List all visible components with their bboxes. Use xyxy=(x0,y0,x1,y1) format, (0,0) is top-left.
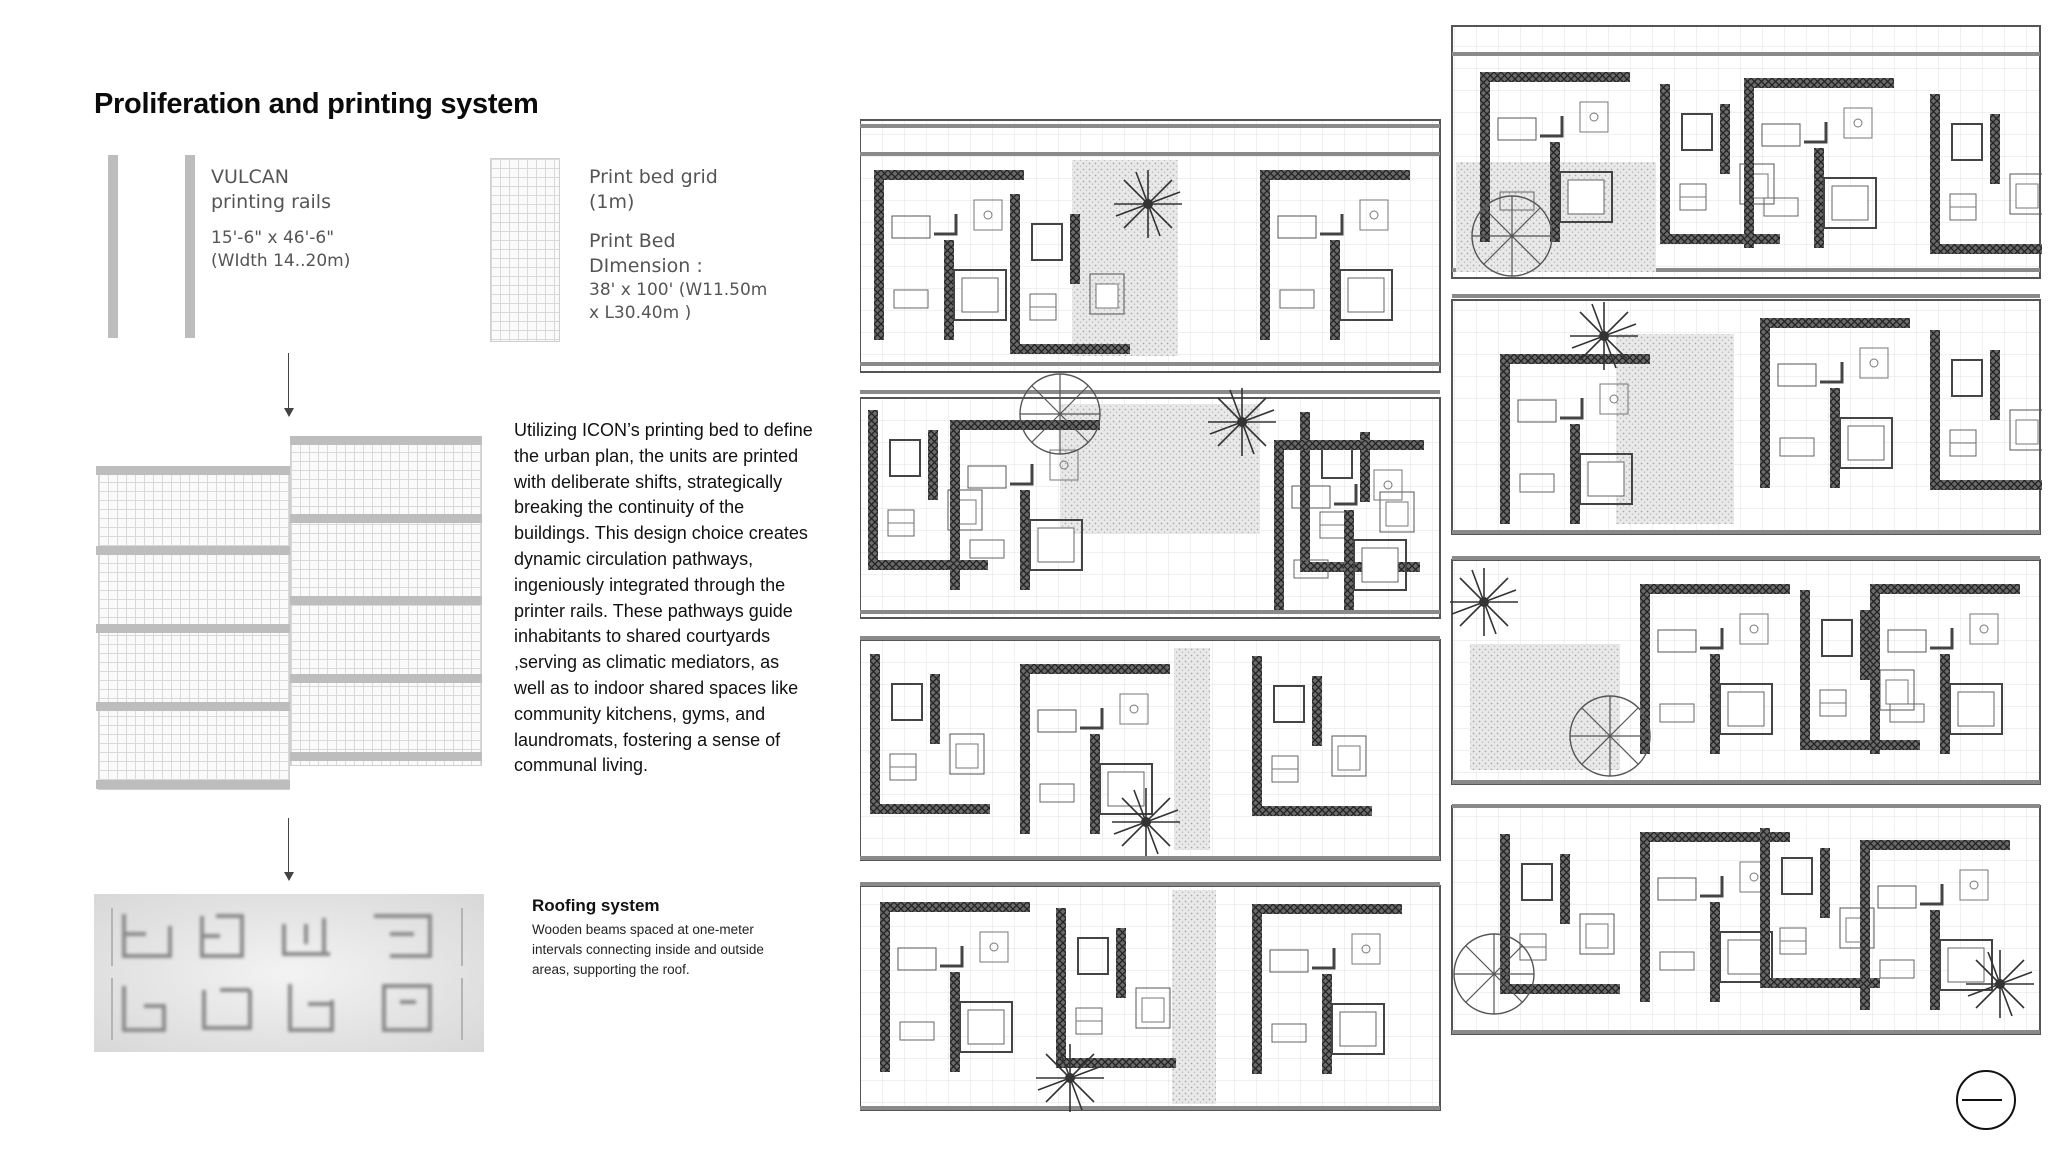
rail-right-3 xyxy=(290,596,482,605)
arrow-down-icon xyxy=(284,872,294,881)
rails-legend xyxy=(211,165,441,273)
bed-dim-1: 38' x 100' (W11.50m xyxy=(589,280,768,300)
bed-heading-2: DImension : xyxy=(589,255,703,277)
rail-left-4 xyxy=(96,702,290,711)
shifted-print-beds-diagram xyxy=(96,434,486,794)
rails-dim-1: 15'-6" x 46'-6" xyxy=(211,228,335,248)
roofing-render xyxy=(94,894,484,1052)
rail-right-1 xyxy=(290,436,482,445)
north-arrow-icon xyxy=(1954,1068,2018,1132)
rail-sample-left xyxy=(108,155,118,338)
rail-left-5 xyxy=(96,780,290,789)
roofing-title: Roofing system xyxy=(532,896,660,915)
rails-heading-1: VULCAN xyxy=(211,166,289,188)
grid-heading-2: (1m) xyxy=(589,191,635,213)
site-plan xyxy=(860,24,2042,1136)
rails-heading-2: printing rails xyxy=(211,191,331,213)
bed-heading-1: Print Bed xyxy=(589,230,676,252)
rail-left-1 xyxy=(96,466,290,475)
flow-arrow-2-line xyxy=(288,818,289,874)
block-column-right xyxy=(1450,26,2042,1034)
rail-left-2 xyxy=(96,546,290,555)
rail-sample-right xyxy=(185,155,195,338)
rail-left-3 xyxy=(96,624,290,633)
rails-dim-2: (WIdth 14..20m) xyxy=(211,251,351,271)
flow-arrow-1-line xyxy=(288,353,289,410)
arrow-down-icon xyxy=(284,408,294,417)
print-bed-grid-sample xyxy=(490,158,560,342)
rail-right-5 xyxy=(290,752,482,761)
page-title: Proliferation and printing system xyxy=(94,88,539,120)
block-column-left xyxy=(860,120,1440,1112)
bed-dim-2: x L30.40m ) xyxy=(589,303,692,323)
grid-heading-1: Print bed grid xyxy=(589,166,718,188)
grid-legend xyxy=(589,165,829,325)
description-paragraph: Utilizing ICON’s printing bed to define the urban plan, the units are printed with deliberate shifts, strategically breaking the continuity of the buildings. This design choice creates dynamic circulation pathways, ingeniously integrated through the printer rails. These pathways guide inhabitants to shared courtyards ,serving as climatic mediators, as well as to indoor shared spaces like community kitchens, gyms, and laundromats, fostering a sense of communal living. xyxy=(514,420,813,776)
roofing-description: Wooden beams spaced at one-meter intervals connecting inside and outside areas, supporting the roof. xyxy=(532,922,764,977)
site-plan-drawing xyxy=(860,24,2042,1136)
rail-right-4 xyxy=(290,674,482,683)
rail-right-2 xyxy=(290,514,482,523)
